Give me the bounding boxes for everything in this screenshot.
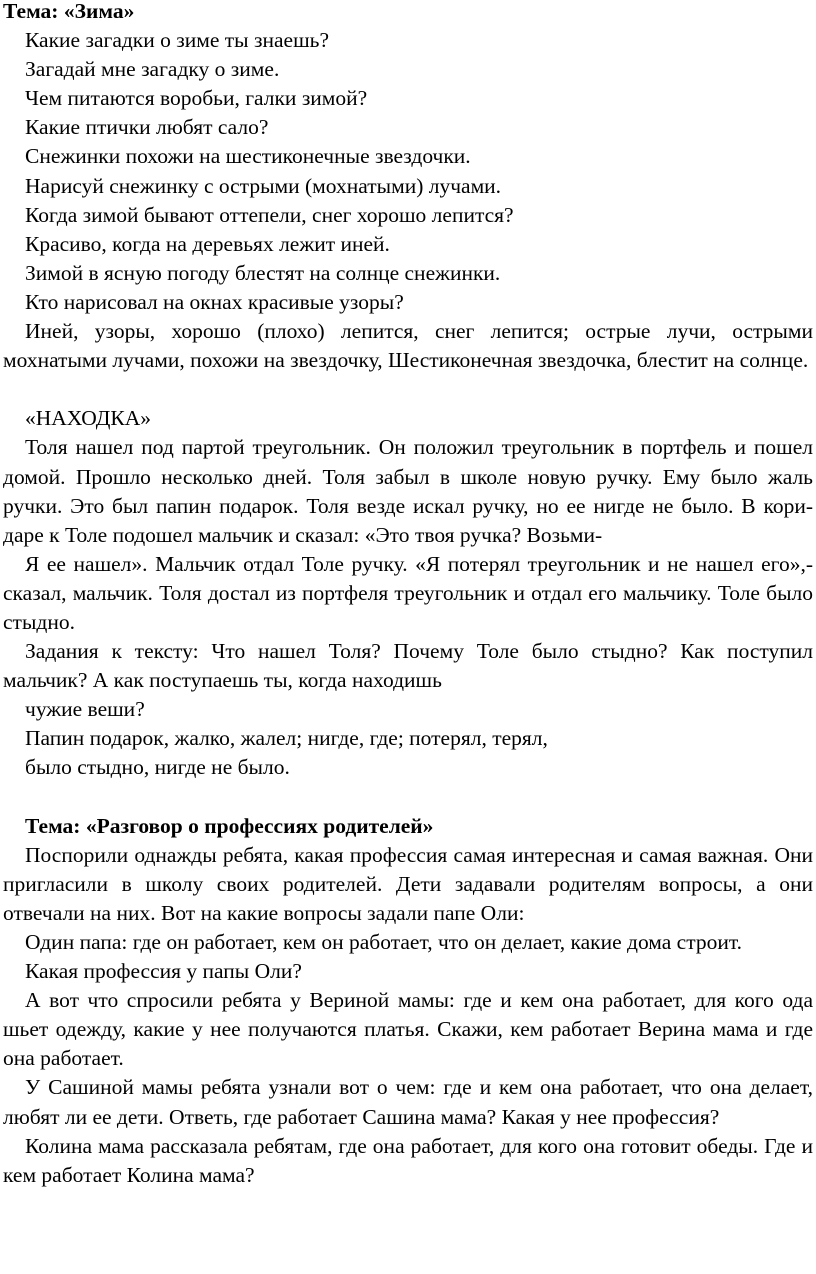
professions-paragraph: Поспорили однажды ребята, какая профессия самая интересная и самая важная. Они пригласили в школу своих родителей. Дети задавали родителям вопросы, а они отвечали на них. Вот на какие вопросы задали папе Оли:	[3, 842, 813, 925]
professions-paragraph: Колина мама рассказала ребятам, где она работает, для кого она готовит обеды. Где и кем работает Колина мама?	[3, 1133, 813, 1187]
professions-paragraph: Один папа: где он работает, кем он работает, что он делает, какие дома строит.	[25, 930, 743, 954]
winter-question: Зимой в ясную погоду блестят на солнце снежинки.	[25, 260, 501, 285]
section-professions	[3, 812, 813, 1190]
winter-question: Снежинки похожи на шестиконечные звездочки.	[25, 144, 471, 169]
section-title-find: «НАХОДКА»	[25, 406, 151, 431]
winter-question: Чем питаются воробьи, галки зимой?	[25, 86, 368, 111]
story-paragraph: Толя нашел под партой треугольник. Он положил треугольник в портфель и пошел домой. Прошло несколько дней. Толя забыл в школе новую ручку. Ему было жаль ручки. Это был папин подарок. Толя везде искал ручку, но ее нигде не было. В кори-даре к Толе подошел мальчик и сказал: «Это твоя ручка? Возьми-	[3, 435, 813, 547]
section-find	[3, 404, 813, 782]
section-title-winter: Тема: «Зима»	[3, 0, 135, 23]
winter-question: Какие загадки о зиме ты знаешь?	[25, 28, 329, 53]
winter-question: Кто нарисовал на окнах красивые узоры?	[25, 289, 404, 314]
winter-question: Когда зимой бывают оттепели, снег хорошо лепится?	[25, 202, 514, 227]
section-winter	[3, 0, 813, 375]
winter-question: Нарисуй снежинку с острыми (мохнатыми) лучами.	[25, 173, 502, 198]
story-tasks-continued: чужие веши?	[25, 697, 145, 722]
story-vocabulary: было стыдно, нигде не было.	[25, 755, 290, 780]
section-title-professions: Тема: «Разговор о профессиях родителей»	[25, 813, 434, 838]
winter-question: Загадай мне загадку о зиме.	[25, 57, 280, 82]
story-tasks: Задания к тексту: Что нашел Толя? Почему Толе было стыдно? Как поступил мальчик? А как поступаешь ты, когда находишь	[3, 639, 813, 693]
professions-paragraph: У Сашиной мамы ребята узнали вот о чем: где и кем она работает, что она делает, любят ли ее дети. Ответь, где работает Сашина мама? Какая у нее профессия?	[3, 1075, 813, 1129]
professions-paragraph: Какая профессия у папы Оли?	[25, 959, 302, 984]
winter-vocabulary: Иней, узоры, хорошо (плохо) лепится, снег лепится; острые лучи, острыми мохнатыми лучами, похожи на звездочку, Шестиконечная звездочка, блестит на солнце.	[3, 319, 813, 373]
winter-question: Красиво, когда на деревьях лежит иней.	[25, 231, 390, 256]
winter-question: Какие птички любят сало?	[25, 115, 269, 140]
professions-paragraph: А вот что спросили ребята у Вериной мамы: где и кем она работает, для кого ода шьет одежду, какие у нее получаются платья. Скажи, кем работает Верина мама и где она работает.	[3, 988, 813, 1071]
story-vocabulary: Папин подарок, жалко, жалел; нигде, где; потерял, терял,	[25, 726, 548, 751]
story-paragraph: Я ее нашел». Мальчик отдал Толе ручку. «Я потерял треугольник и не нашел его»,- сказал, мальчик. Толя достал из портфеля треугольник и отдал его мальчику. Толе было стыдно.	[3, 551, 813, 634]
spacer	[3, 783, 813, 812]
spacer	[3, 375, 813, 404]
